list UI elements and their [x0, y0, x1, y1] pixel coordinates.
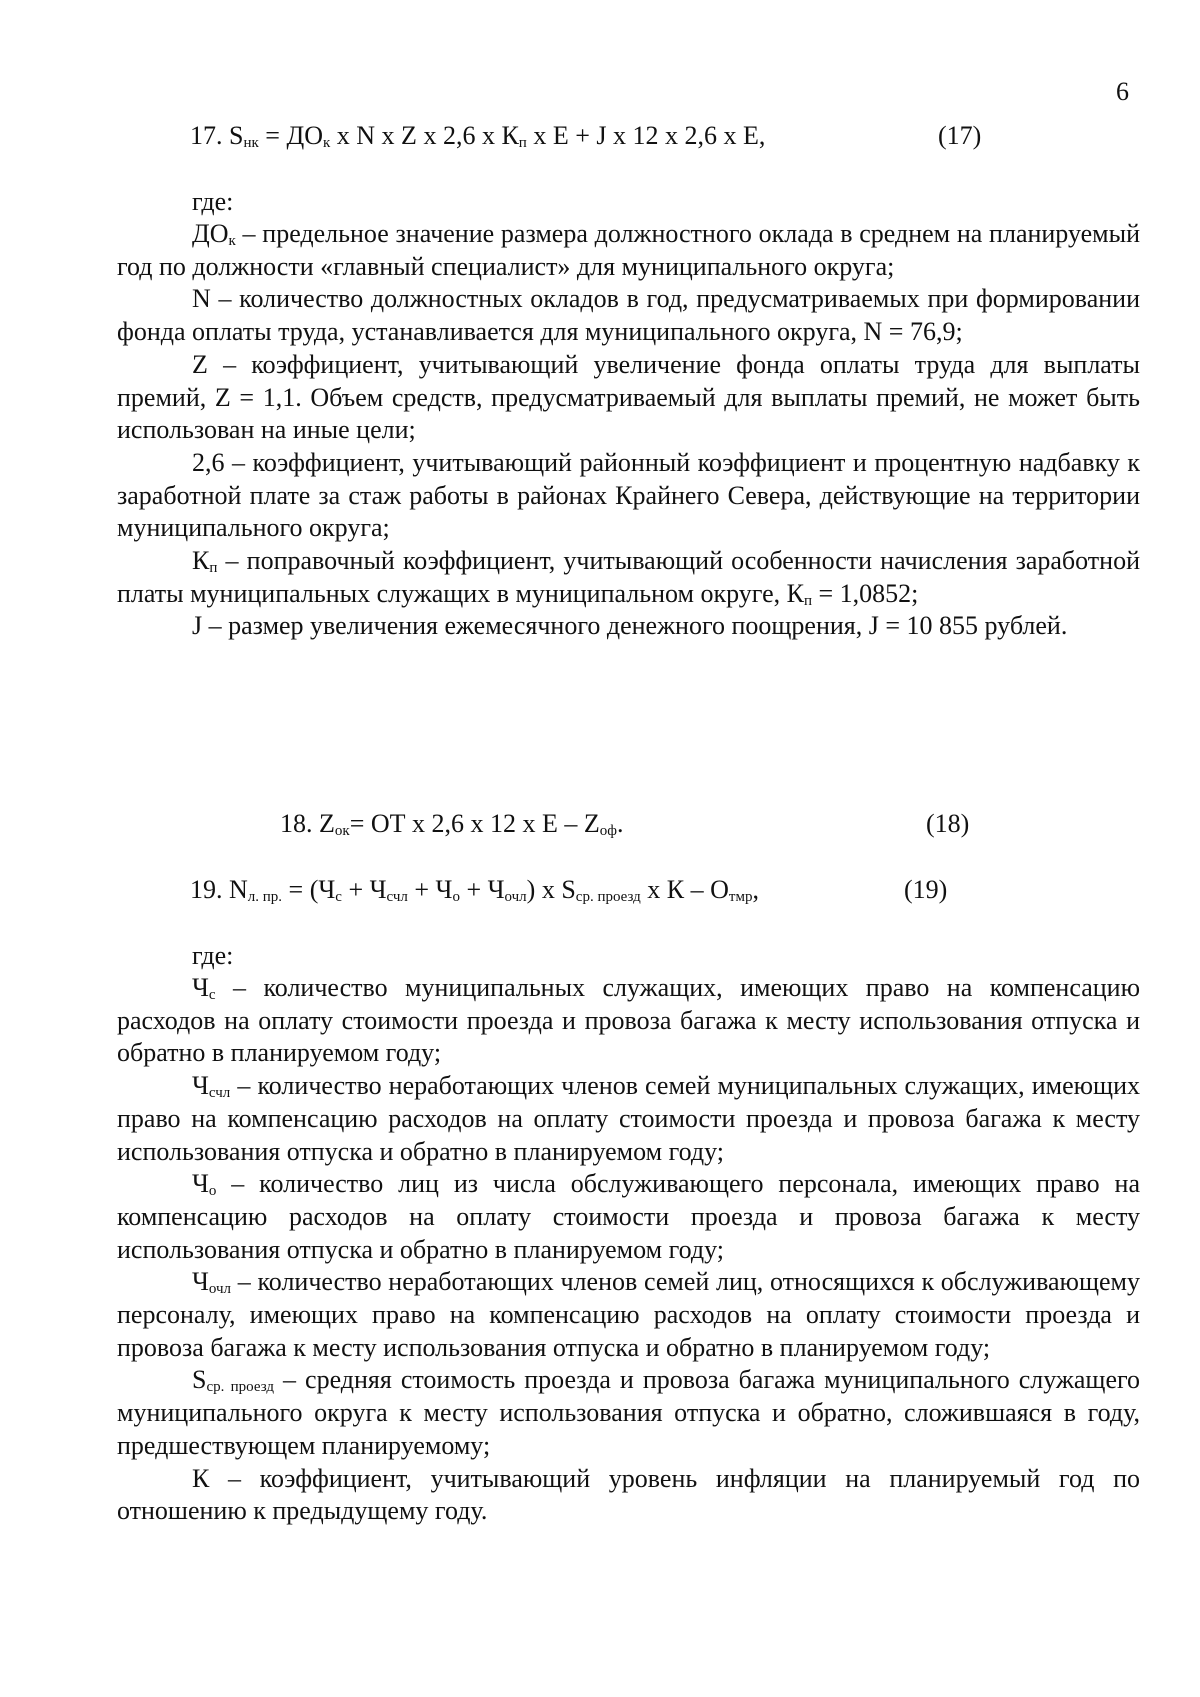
formula-17-number: (17): [938, 121, 982, 150]
definition-paragraph: [117, 972, 1140, 1070]
formula-19-expression: 19. $N_{л. пр.} = (Ч_с + Ч_{счл} + Ч_о + Ч_{очл})$ x $S_{ср. проезд}$ x К – $О_{тмр}$,: [190, 875, 759, 905]
definition-symbol: J: [192, 611, 203, 641]
definition-text: – предельное значение размера должностного оклада в среднем на планируемый год по должности «главный специалист» для муниципального округа;: [117, 219, 1140, 281]
definition-paragraph: [117, 283, 1140, 348]
where-label-2: где:: [192, 941, 234, 970]
definition-paragraph: [117, 349, 1140, 447]
definition-paragraph: [117, 1266, 1140, 1364]
definition-tail: = 1,0852;: [812, 578, 919, 608]
definition-subscript: п: [209, 560, 218, 577]
definitions-formula-19: [117, 972, 1140, 1528]
definition-paragraph: [117, 1168, 1140, 1266]
definition-text: – коэффициент, учитывающий увеличение фонда оплаты труда для выплаты премий, Z = 1,1. Объем средств, предусматриваемый для выплаты премий, не может быть использован на иные цели;: [117, 349, 1140, 445]
formula-18-number: (18): [926, 809, 970, 838]
formula-18-expression: 18. $Z_{ок}=$ ОТ x 2,6 x 12 x Е – $Z_{оф}$.: [280, 809, 624, 839]
formula-18-label: 18.: [280, 809, 319, 838]
definition-symbol: К: [192, 546, 210, 576]
definitions-formula-17: [117, 218, 1140, 643]
definition-symbol: Z: [192, 349, 208, 379]
definition-symbol: Ч: [192, 973, 209, 1002]
definition-symbol: N: [192, 284, 211, 314]
definition-text: – средняя стоимость проезда и провоза багажа муниципального служащего муниципального округа к месту использования отпуска и обратно, сложившаяся в году, предшествующем планируемому;: [117, 1365, 1141, 1460]
definition-symbol: S: [192, 1365, 207, 1395]
definition-text: – поправочный коэффициент, учитывающий особенности начисления заработной платы муниципальных служащих в муниципальном округе, К: [117, 546, 1140, 608]
formula-19-number: (19): [904, 875, 948, 904]
formula-17-expression: 17. $S_{нк} = ДО_к$ x N x Z x 2,6 x $К_п$ x Е + J x 12 x 2,6 x Е,: [190, 121, 766, 151]
where-label-1: где:: [192, 187, 234, 216]
definition-paragraph: [117, 218, 1140, 283]
definition-paragraph: [117, 610, 1140, 643]
definition-text: – количество лиц из числа обслуживающего персонала, имеющих право на компенсацию расходов на оплату стоимости проезда и провоза багажа к месту использования отпуска и обратно в планируемом году;: [117, 1169, 1140, 1264]
page-number: 6: [1116, 77, 1129, 106]
definition-symbol: Ч: [192, 1267, 209, 1297]
definition-symbol: ДО: [192, 219, 229, 248]
definition-text: – размер увеличения ежемесячного денежного поощрения, J = 10 855 рублей.: [202, 611, 1068, 641]
definition-symbol: Ч: [192, 1169, 209, 1199]
definition-text: – количество неработающих членов семей муниципальных служащих, имеющих право на компенсацию расходов на оплату стоимости проезда и провоза багажа к месту использования отпуска и обратно в планируемом году;: [117, 1071, 1140, 1166]
formula-19-label: 19.: [190, 875, 229, 904]
definition-paragraph: [117, 447, 1140, 545]
definition-paragraph: [117, 545, 1140, 610]
formula-17-label: 17.: [190, 121, 229, 150]
definition-subscript: к: [228, 233, 236, 249]
definition-subscript: с: [208, 987, 216, 1003]
definition-paragraph: [117, 1364, 1140, 1462]
definition-paragraph: [117, 1463, 1140, 1528]
definition-subscript: ср. проезд: [206, 1379, 274, 1396]
definition-text: – количество муниципальных служащих, имеющих право на компенсацию расходов на оплату стоимости проезда и провоза багажа к месту использования отпуска и обратно в планируемом году;: [117, 973, 1140, 1068]
definition-subscript: счл: [208, 1085, 231, 1102]
definition-paragraph: [117, 1070, 1140, 1168]
definition-subscript: о: [208, 1183, 217, 1200]
definition-text: – количество должностных окладов в год, предусматриваемых при формировании фонда оплаты труда, устанавливается для муниципального округа, N = 76,9;: [117, 284, 1140, 347]
definition-tail-subscript: п: [803, 592, 812, 609]
definition-symbol: К: [192, 1463, 210, 1493]
definition-text: – коэффициент, учитывающий районный коэффициент и процентную надбавку к заработной плате за стаж работы в районах Крайнего Севера, действующие на территории муниципального округа;: [117, 447, 1140, 543]
definition-subscript: очл: [208, 1281, 232, 1298]
definition-text: – количество неработающих членов семей лиц, относящихся к обслуживающему персоналу, имеющих право на компенсацию расходов на оплату стоимости проезда и провоза багажа к месту использования отпуска и обратно в планируемом году;: [117, 1267, 1140, 1362]
definition-symbol: Ч: [192, 1071, 209, 1101]
definition-symbol: 2,6: [192, 447, 225, 477]
definition-text: – коэффициент, учитывающий уровень инфляции на планируемый год по отношению к предыдущему году.: [117, 1463, 1140, 1526]
